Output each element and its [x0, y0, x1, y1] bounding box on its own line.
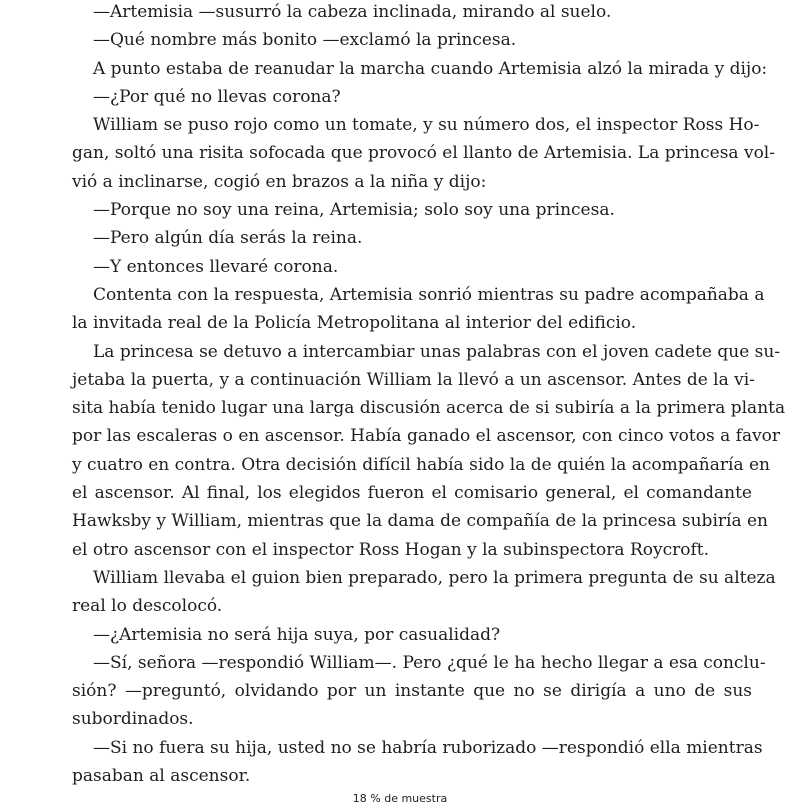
text-line: gan, soltó una risita sofocada que provocó el llanto de Artemisia. La princesa vol- — [72, 143, 775, 164]
text-line: —¿Artemisia no será hija suya, por casualidad? — [93, 624, 501, 645]
text-line: la invitada real de la Policía Metropolitana al interior del edificio. — [72, 313, 637, 334]
text-line: subordinados. — [72, 709, 194, 730]
text-line: el otro ascensor con el inspector Ross Hogan y la subinspectora Roycroft. — [72, 539, 710, 560]
text-line: y cuatro en contra. Otra decisión difícil había sido la de quién la acompañaría en — [72, 454, 770, 475]
sample-progress-footer — [0, 790, 800, 808]
text-line: —Qué nombre más bonito —exclamó la princesa. — [93, 30, 517, 51]
text-line: —Y entonces llevaré corona. — [93, 256, 339, 277]
text-line: por las escaleras o en ascensor. Había ganado el ascensor, con cinco votos a favor — [72, 426, 781, 447]
text-line: vió a inclinarse, cogió en brazos a la niña y dijo: — [72, 171, 487, 192]
text-line: —Pero algún día serás la reina. — [93, 228, 363, 249]
text-line: Hawksby y William, mientras que la dama de compañía de la princesa subiría en — [72, 511, 768, 532]
text-line: —Si no fuera su hija, usted no se habría ruborizado —respondió ella mientras — [93, 737, 763, 758]
text-line: Contenta con la respuesta, Artemisia sonrió mientras su padre acompañaba a — [93, 284, 765, 305]
book-text — [72, 0, 786, 790]
text-line: A punto estaba de reanudar la marcha cuando Artemisia alzó la mirada y dijo: — [93, 58, 768, 79]
text-line: La princesa se detuvo a intercambiar unas palabras con el joven cadete que su- — [93, 341, 781, 362]
text-line: —¿Por qué no llevas corona? — [93, 86, 341, 107]
text-line: —Porque no soy una reina, Artemisia; solo soy una princesa. — [93, 200, 615, 221]
text-line: William llevaba el guion bien preparado, pero la primera pregunta de su alteza — [93, 567, 776, 588]
text-line: William se puso rojo como un tomate, y su número dos, el inspector Ross Ho- — [93, 115, 760, 136]
sample-progress-label: 18 % de muestra — [352, 792, 448, 805]
text-line: real lo descolocó. — [72, 596, 223, 617]
text-line: sión? —preguntó, olvidando por un instante que no se dirigía a uno de sus — [72, 681, 752, 702]
text-line: pasaban al ascensor. — [72, 766, 251, 787]
text-line: jetaba la puerta, y a continuación William la llevó a un ascensor. Antes de la vi- — [72, 369, 755, 390]
text-line: —Artemisia —susurró la cabeza inclinada, mirando al suelo. — [93, 2, 612, 22]
text-line: el ascensor. Al final, los elegidos fueron el comisario general, el comandante — [72, 483, 752, 504]
text-line: sita había tenido lugar una larga discusión acerca de si subiría a la primera planta — [72, 398, 786, 419]
text-line: —Sí, señora —respondió William—. Pero ¿qué le ha hecho llegar a esa conclu- — [93, 652, 766, 673]
